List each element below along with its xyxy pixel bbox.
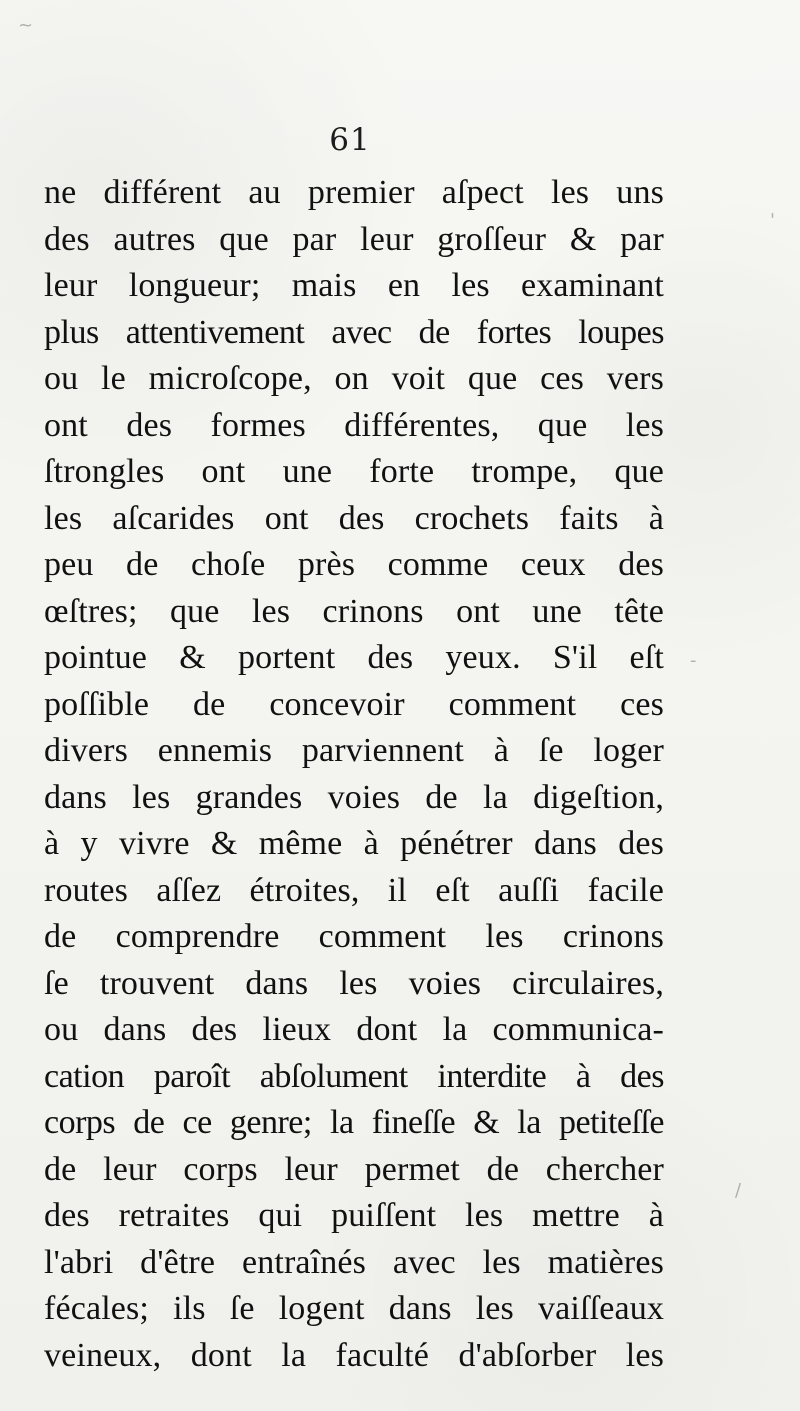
text-line-7: ſtrongles ont une forte trompe, que [44,453,664,490]
text-line-24: l'abri d'être entraînés avec les matières [44,1243,664,1281]
text-line-5: ou le microſcope, on voit que ces vers [44,360,664,397]
text-line-25: fécales; ils ſe logent dans les vaiſſeaux [44,1290,664,1327]
paper-speck: / [735,1180,742,1201]
text-line-1: ne différent au premier aſpect les uns [44,174,664,211]
text-line-15: à y vivre & même à pénétrer dans des [44,825,664,862]
text-line-10: œſtres; que les crinons ont une tête [44,592,664,630]
text-line-8: les aſcarides ont des crochets faits à [44,499,664,537]
text-line-17: de comprendre comment les crinons [44,918,664,955]
text-line-16: routes aſſez étroites, il eſt auſſi facile [44,871,664,909]
text-line-18: ſe trouvent dans les voies circulaires, [44,964,664,1002]
page-number: 61 [329,122,371,158]
text-line-3: leur longueur; mais en les examinant [44,267,664,304]
text-line-4: plus attentivement avec de fortes loupes [44,313,664,351]
text-line-6: ont des formes différentes, que les [44,406,664,444]
paper-speck: ' [770,210,775,231]
text-line-13: divers ennemis parviennent à ſe loger [44,732,664,769]
text-line-12: poſſible de concevoir comment ces [44,685,664,723]
text-line-21: corps de ce genre; la fineſſe & la petiteſſe [44,1104,664,1141]
text-line-14: dans les grandes voies de la digeſtion, [44,778,664,816]
paper-speck: ~ [18,15,34,36]
page-text [44,170,664,1385]
text-line-9: peu de choſe près comme ceux des [44,546,664,583]
text-line-26: veineux, dont la faculté d'abſorber les [44,1336,664,1374]
text-line-19: ou dans des lieux dont la communica- [44,1011,664,1048]
text-line-20: cation paroît abſolument interdite à des [44,1057,664,1095]
paper-speck: - [690,650,697,671]
text-line-22: de leur corps leur permet de chercher [44,1150,664,1188]
text-line-11: pointue & portent des yeux. S'il eſt [44,639,664,676]
text-line-23: des retraites qui puiſſent les mettre à [44,1197,664,1234]
text-line-2: des autres que par leur groſſeur & par [44,220,664,258]
